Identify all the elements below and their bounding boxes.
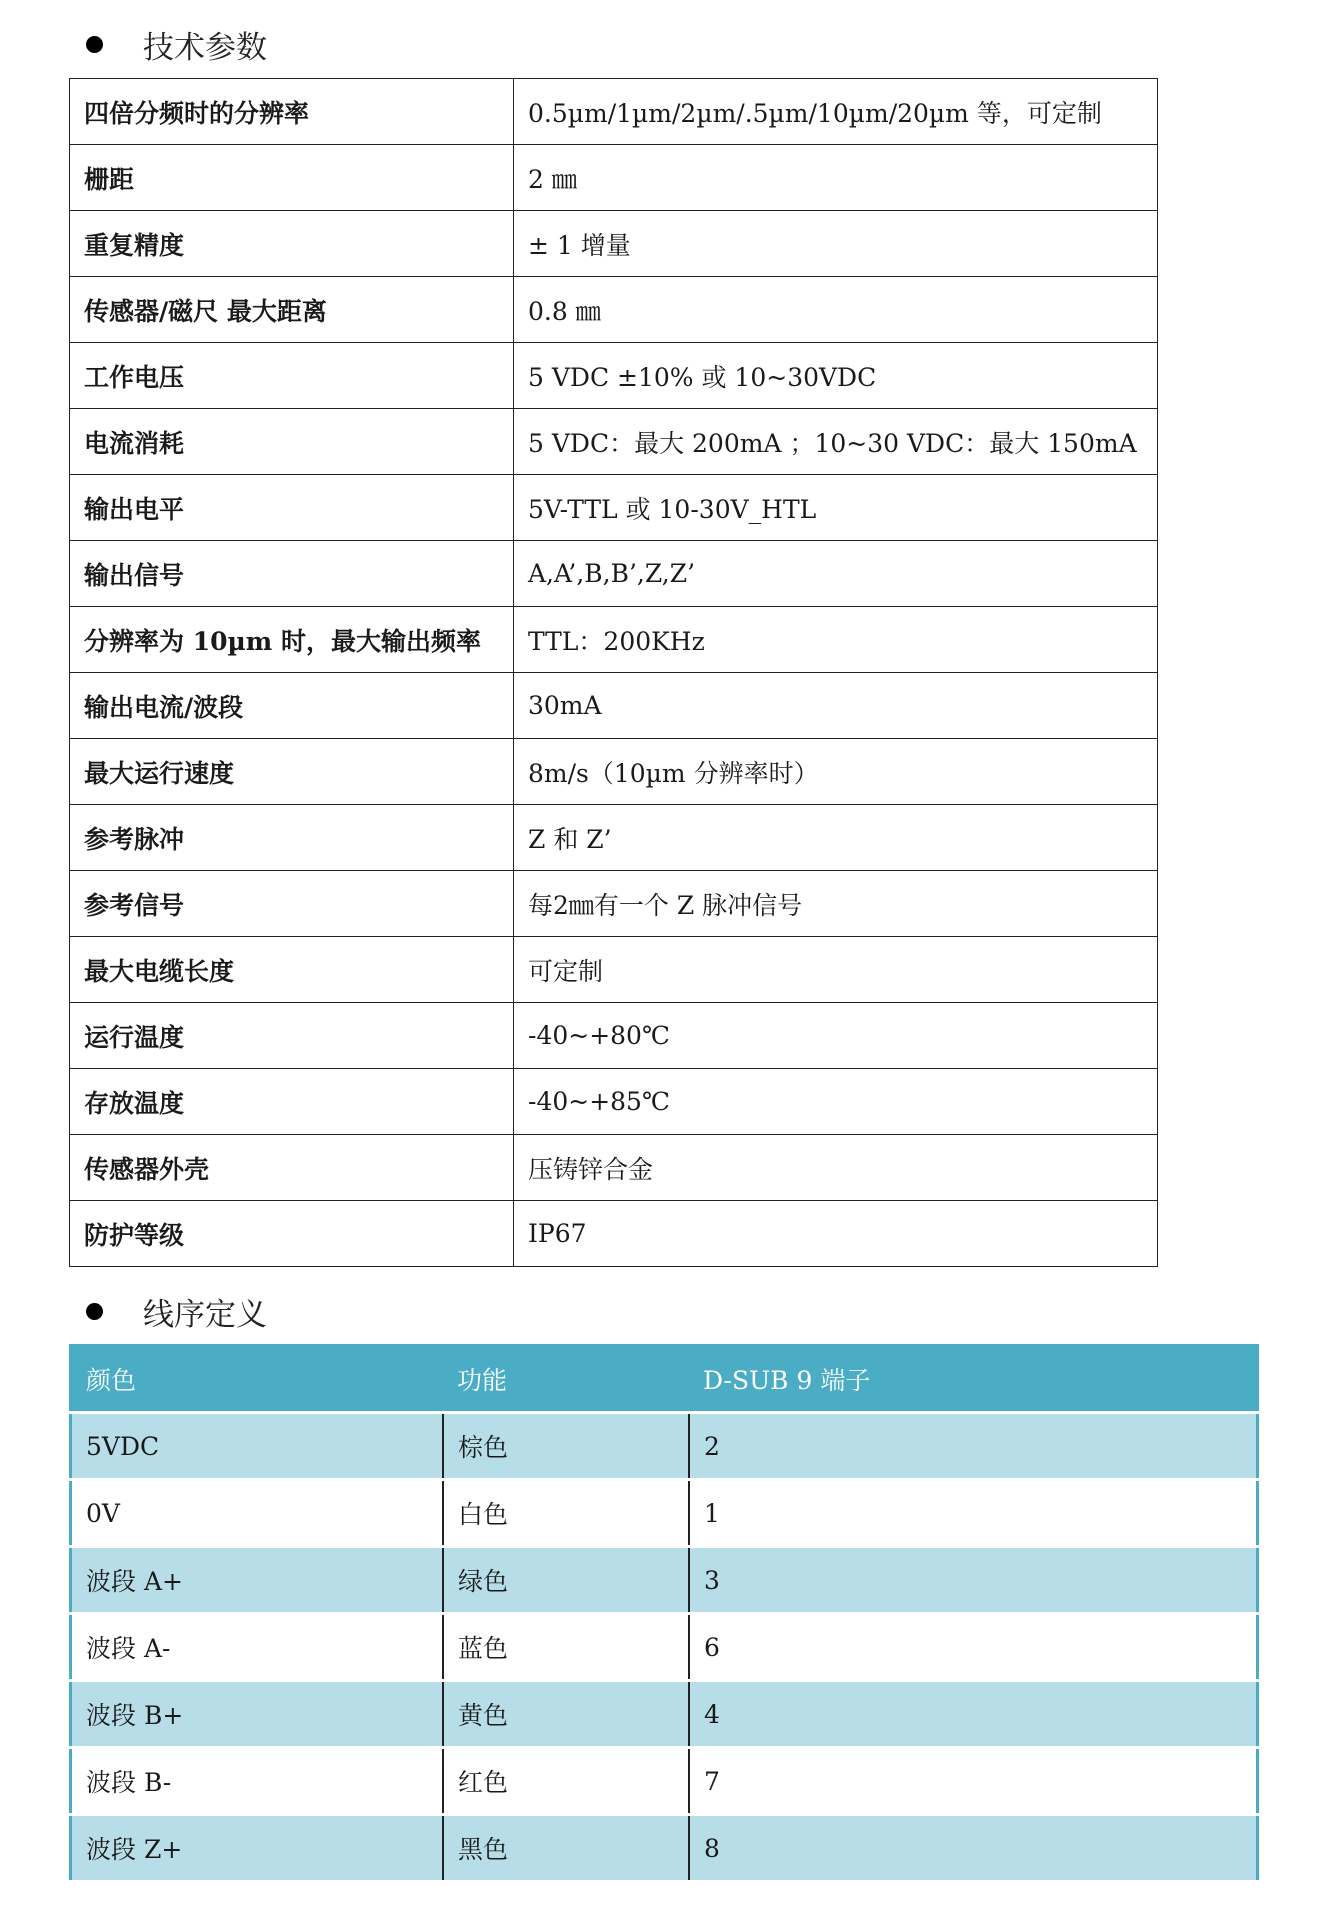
wiring-cell: 黄色	[443, 1681, 689, 1748]
spec-label: 电流消耗	[70, 409, 514, 475]
spec-value: 5V-TTL 或 10-30V_HTL	[514, 475, 1158, 541]
table-row	[70, 475, 1158, 541]
spec-label: 输出电流/波段	[70, 673, 514, 739]
spec-value: 5 VDC ±10% 或 10~30VDC	[514, 343, 1158, 409]
spec-value: IP67	[514, 1201, 1158, 1267]
table-header-row	[71, 1346, 1258, 1413]
spec-label: 传感器外壳	[70, 1135, 514, 1201]
wiring-cell: 波段 Z+	[71, 1815, 444, 1882]
spec-section-heading	[86, 22, 267, 67]
spec-label: 运行温度	[70, 1003, 514, 1069]
wiring-cell: 绿色	[443, 1547, 689, 1614]
wiring-cell: 白色	[443, 1480, 689, 1547]
spec-label: 输出电平	[70, 475, 514, 541]
spec-value: A,A’,B,B’,Z,Z’	[514, 541, 1158, 607]
wiring-table	[69, 1344, 1259, 1883]
wiring-cell: 4	[689, 1681, 1258, 1748]
spec-value: TTL：200KHz	[514, 607, 1158, 673]
spec-label: 四倍分频时的分辨率	[70, 79, 514, 145]
spec-label: 参考信号	[70, 871, 514, 937]
wiring-cell: 蓝色	[443, 1614, 689, 1681]
spec-value: ± 1 增量	[514, 211, 1158, 277]
spec-value: 0.8 ㎜	[514, 277, 1158, 343]
table-row	[71, 1815, 1258, 1882]
wiring-cell: 波段 A-	[71, 1614, 444, 1681]
table-row	[70, 277, 1158, 343]
spec-label: 参考脉冲	[70, 805, 514, 871]
spec-value: -40~+85℃	[514, 1069, 1158, 1135]
spec-heading-text: 技术参数	[143, 30, 267, 66]
spec-label: 存放温度	[70, 1069, 514, 1135]
wiring-section-heading	[86, 1289, 267, 1334]
bullet-icon	[86, 1303, 103, 1320]
table-row	[71, 1681, 1258, 1748]
spec-value: Z 和 Z’	[514, 805, 1158, 871]
column-header-function: 功能	[443, 1346, 689, 1413]
wiring-cell: 波段 B+	[71, 1681, 444, 1748]
wiring-cell: 7	[689, 1748, 1258, 1815]
table-row	[70, 1135, 1158, 1201]
table-row	[70, 541, 1158, 607]
table-row	[70, 1069, 1158, 1135]
column-header-dsub: D-SUB 9 端子	[689, 1346, 1258, 1413]
wiring-cell: 黑色	[443, 1815, 689, 1882]
spec-table	[69, 78, 1158, 1267]
table-row	[70, 805, 1158, 871]
table-row	[70, 409, 1158, 475]
wiring-cell: 1	[689, 1480, 1258, 1547]
wiring-cell: 红色	[443, 1748, 689, 1815]
table-row	[70, 937, 1158, 1003]
spec-label: 传感器/磁尺 最大距离	[70, 277, 514, 343]
table-row	[70, 607, 1158, 673]
wiring-cell: 波段 B-	[71, 1748, 444, 1815]
wiring-cell: 8	[689, 1815, 1258, 1882]
spec-label: 输出信号	[70, 541, 514, 607]
table-row	[70, 79, 1158, 145]
table-row	[71, 1413, 1258, 1480]
wiring-cell: 3	[689, 1547, 1258, 1614]
table-row	[70, 211, 1158, 277]
bullet-icon	[86, 36, 103, 53]
spec-value: 8m/s（10µm 分辨率时）	[514, 739, 1158, 805]
wiring-heading-text: 线序定义	[143, 1297, 267, 1333]
table-row	[71, 1547, 1258, 1614]
spec-value: 每2㎜有一个 Z 脉冲信号	[514, 871, 1158, 937]
spec-value: 5 VDC：最大 200mA ；10~30 VDC：最大 150mA	[514, 409, 1158, 475]
table-row	[70, 673, 1158, 739]
wiring-cell: 波段 A+	[71, 1547, 444, 1614]
wiring-cell: 6	[689, 1614, 1258, 1681]
spec-value: 2 ㎜	[514, 145, 1158, 211]
spec-label: 最大电缆长度	[70, 937, 514, 1003]
table-row	[71, 1480, 1258, 1547]
spec-value: 可定制	[514, 937, 1158, 1003]
spec-label: 分辨率为 10µm 时，最大输出频率	[70, 607, 514, 673]
spec-label: 防护等级	[70, 1201, 514, 1267]
wiring-cell: 棕色	[443, 1413, 689, 1480]
table-row	[71, 1748, 1258, 1815]
table-row	[70, 739, 1158, 805]
table-row	[70, 145, 1158, 211]
table-row	[70, 1003, 1158, 1069]
spec-label: 最大运行速度	[70, 739, 514, 805]
spec-value: 0.5µm/1µm/2µm/.5µm/10µm/20µm 等，可定制	[514, 79, 1158, 145]
spec-label: 工作电压	[70, 343, 514, 409]
wiring-cell: 0V	[71, 1480, 444, 1547]
spec-value: 30mA	[514, 673, 1158, 739]
spec-label: 栅距	[70, 145, 514, 211]
column-header-color: 颜色	[71, 1346, 444, 1413]
table-row	[71, 1614, 1258, 1681]
table-row	[70, 343, 1158, 409]
table-row	[70, 1201, 1158, 1267]
wiring-cell: 2	[689, 1413, 1258, 1480]
spec-value: 压铸锌合金	[514, 1135, 1158, 1201]
spec-value: -40~+80℃	[514, 1003, 1158, 1069]
wiring-cell: 5VDC	[71, 1413, 444, 1480]
spec-label: 重复精度	[70, 211, 514, 277]
table-row	[70, 871, 1158, 937]
